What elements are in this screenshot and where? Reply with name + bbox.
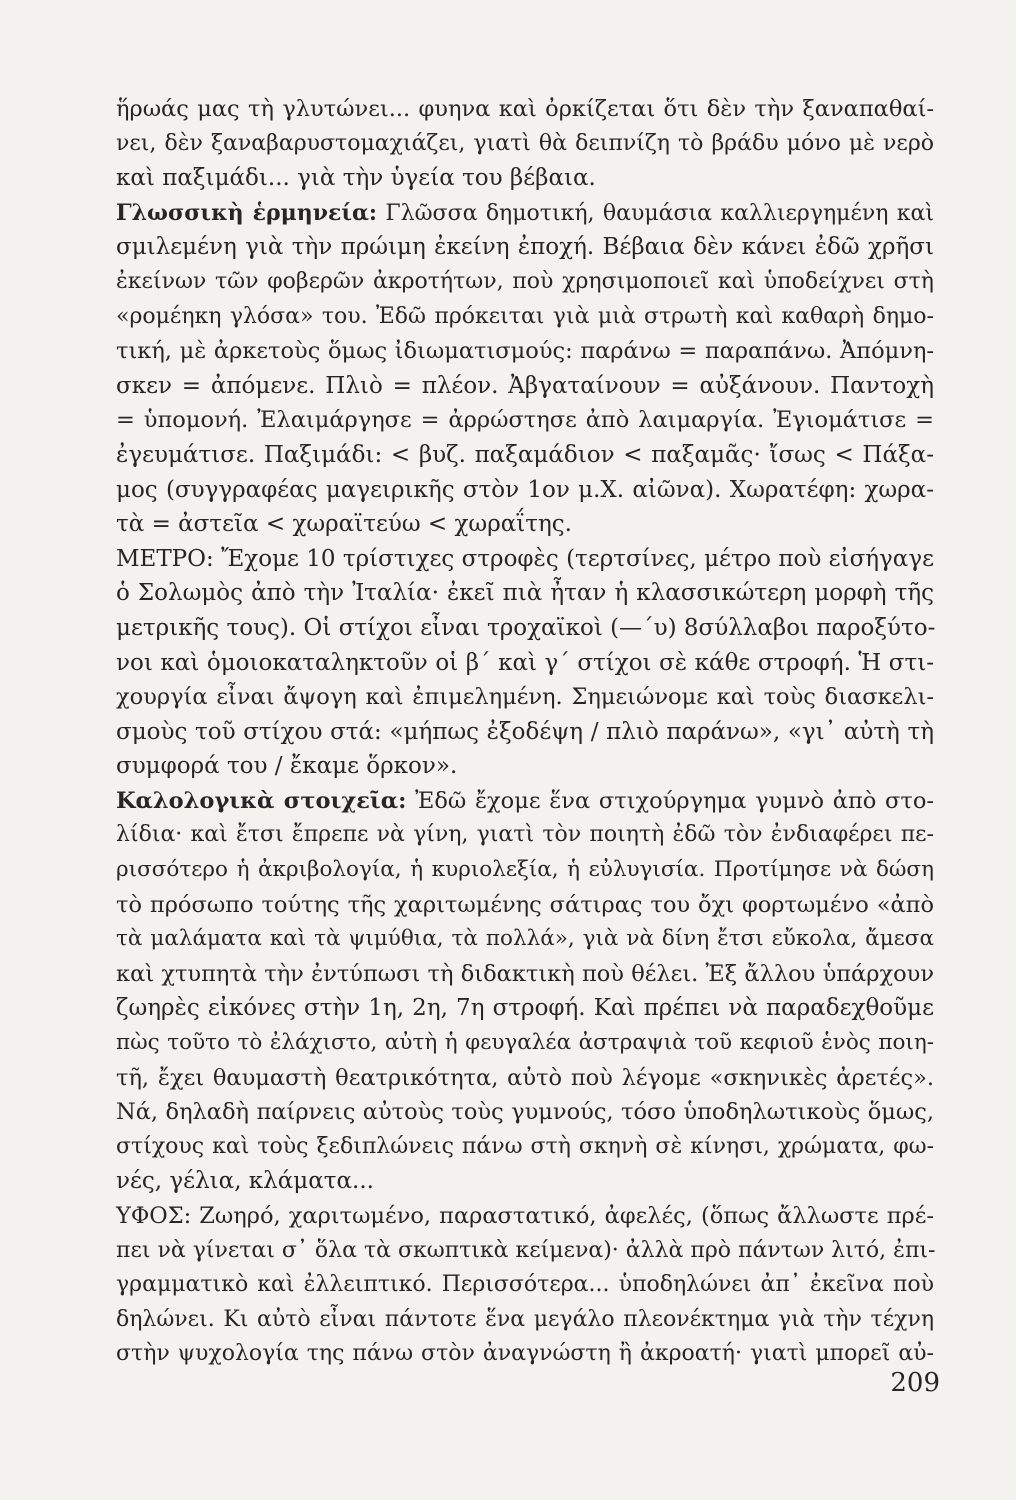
line-text: ρισσότερο ἡ ἀκριβολογία, ἡ κυριολεξία, ἡ εὐλυγισία. Προτίμησε νὰ δώση <box>116 857 934 883</box>
text-line <box>116 646 934 681</box>
text-line <box>116 611 934 646</box>
text-line <box>116 369 934 404</box>
text-line <box>116 542 934 577</box>
text-line <box>116 127 934 162</box>
text-line <box>116 784 934 819</box>
line-text: ζωηρὲς εἰκόνες στὴν 1η, 2η, 7η στροφή. Καὶ πρέπει νὰ παραδεχθοῦμε <box>116 995 934 1022</box>
page-number: 209 <box>890 1368 940 1398</box>
line-text: πὼς τοῦτο τὸ ἐλάχιστο, αὐτὴ ἡ φευγαλέα ἀστραψιὰ τοῦ κεφιοῦ ἑνὸς ποιη- <box>116 1030 934 1056</box>
text-line <box>116 888 934 923</box>
text-line <box>116 1268 934 1303</box>
text-line <box>116 680 934 715</box>
text-line <box>116 1026 934 1061</box>
text-line <box>116 818 934 853</box>
text-line <box>116 92 934 127</box>
text-line <box>116 403 934 438</box>
line-text: ΥΦΟΣ: Ζωηρό, χαριτωμένο, παραστατικό, ἀφελές, (ὅπως ἄλλωστε πρέ- <box>116 1203 934 1229</box>
text-line <box>116 1095 934 1130</box>
line-text: «ρομέηκη γλόσα» του. Ἐδῶ πρόκειται γιὰ μιὰ στρωτὴ καὶ καθαρὴ δημο- <box>116 303 934 329</box>
text-line <box>116 196 934 231</box>
text-line <box>116 715 934 750</box>
line-text: νοι καὶ ὁμοιοκαταληκτοῦν οἱ β΄ καὶ γ΄ στίχοι σὲ κάθε στροφή. Ἡ στι- <box>116 649 934 676</box>
line-text: καὶ παξιμάδι... γιὰ τὴν ὑγεία του βέβαια. <box>116 165 596 192</box>
line-text: τῆ, ἔχει θαυμαστὴ θεατρικότητα, αὐτὸ ποὺ λέγομε «σκηνικὲς ἀρετές». <box>116 1064 934 1091</box>
text-line <box>116 1199 934 1234</box>
body-text <box>116 92 934 1372</box>
line-text: τὸ πρόσωπο τούτης τῆς χαριτωμένης σάτιρας του ὄχι φορτωμένο «ἀπὸ <box>116 891 934 918</box>
text-line <box>116 749 934 784</box>
text-line <box>116 438 934 473</box>
text-line <box>116 473 934 508</box>
line-text: δηλώνει. Κι αὐτὸ εἶναι πάντοτε ἕνα μεγάλο πλεονέκτημα γιὰ τὴν τέχνη <box>116 1306 934 1332</box>
text-line <box>116 161 934 196</box>
line-text: μος (συγγραφέας μαγειρικῆς στὸν 1ον μ.Χ. αἰῶνα). Χωρατέφη: χωρα- <box>116 476 934 503</box>
text-line <box>116 576 934 611</box>
text-line <box>116 991 934 1026</box>
line-text: ἥρωάς μας τὴ γλυτώνει... φυηνα καὶ ὀρκίζεται ὅτι δὲν τὴν ξαναπαθαί- <box>116 96 934 122</box>
text-line <box>116 265 934 300</box>
line-text: πει νὰ γίνεται σ᾽ ὅλα τὰ σκωπτικὰ κείμενα)· ἀλλὰ πρὸ πάντων λιτό, ἐπι- <box>116 1237 936 1263</box>
text-line <box>116 853 934 888</box>
section-heading: Καλολογικὰ στοιχεῖα: <box>116 787 407 814</box>
line-text: τὰ = ἀστεῖα < χωραϊτεύω < χωραΐτης. <box>116 511 572 538</box>
text-line <box>116 1337 934 1372</box>
text-line <box>116 1061 934 1096</box>
line-text: ἐκείνων τῶν φοβερῶν ἀκροτήτων, ποὺ χρησιμοποιεῖ καὶ ὑποδείχνει στὴ <box>116 268 934 294</box>
text-line <box>116 922 934 957</box>
line-text: χουργία εἶναι ἄψογη καὶ ἐπιμελημένη. Σημειώνομε καὶ τοὺς διασκελι- <box>116 684 934 711</box>
line-text: στὴν ψυχολογία της πάνω στὸν ἀναγνώστη ἢ ἀκροατή· γιατὶ μπορεῖ αὐ- <box>116 1341 934 1367</box>
text-line <box>116 1130 934 1165</box>
line-text: στίχους καὶ τοὺς ξεδιπλώνεις πάνω στὴ σκηνὴ σὲ κίνησι, χρώματα, φω- <box>116 1133 934 1159</box>
line-text: καὶ χτυπητὰ τὴν ἐντύπωσι τὴ διδακτικὴ ποὺ θέλει. Ἐξ ἄλλου ὑπάρχουν <box>116 960 934 987</box>
section-heading: Γλωσσικὴ ἑρμηνεία: <box>116 199 378 226</box>
text-line <box>116 230 934 265</box>
line-text: Νά, δηλαδὴ παίρνεις αὐτοὺς τοὺς γυμνούς, τόσο ὑποδηλωτικοὺς ὅμως, <box>116 1099 934 1126</box>
line-text: ὁ Σολωμὸς ἀπὸ τὴν Ἰταλία· ἐκεῖ πιὰ ἦταν ἡ κλασσικώτερη μορφὴ τῆς <box>116 580 934 607</box>
line-text: ΜΕΤΡΟ: Ἔχομε 10 τρίστιχες στροφὲς (τερτσίνες, μέτρο ποὺ εἰσήγαγε <box>116 545 934 572</box>
text-line <box>116 1303 934 1338</box>
text-line <box>116 957 934 992</box>
text-line <box>116 1234 934 1269</box>
line-text: τὰ μαλάματα καὶ τὰ ψιμύθια, τὰ πολλά», γιὰ νὰ δίνη ἔτσι εὔκολα, ἄμεσα <box>116 926 934 952</box>
line-text: γραμματικὸ καὶ ἐλλειπτικό. Περισσότερα... ὑποδηλώνει ἀπ᾽ ἐκεῖνα ποὺ <box>116 1272 934 1298</box>
line-text: σμιλεμένη γιὰ τὴν πρώιμη ἐκείνη ἐποχή. Βέβαια δὲν κάνει ἐδῶ χρῆσι <box>116 234 934 261</box>
text-line <box>116 334 934 369</box>
line-text: Γλῶσσα δημοτική, θαυμάσια καλλιεργημένη καὶ <box>377 200 934 226</box>
line-text: σκεν = ἀπόμενε. Πλιὸ = πλέον. Ἀβγαταίνουν = αὐξάνουν. Παντοχὴ <box>116 372 934 399</box>
line-text: σμοὺς τοῦ στίχου στά: «μήπως ἐξοδέψη / πλιὸ παράνω», «γι᾽ αὐτὴ τὴ <box>116 718 934 745</box>
line-text: λίδια· καὶ ἔτσι ἔπρεπε νὰ γίνη, γιατὶ τὸν ποιητὴ ἐδῶ τὸν ἐνδιαφέρει πε- <box>116 822 934 848</box>
text-line <box>116 300 934 335</box>
text-line <box>116 507 934 542</box>
line-text: ἐγευμάτισε. Παξιμάδι: < βυζ. παξαμάδιον < παξαμᾶς· ἴσως < Πάξα- <box>116 441 934 468</box>
line-text: Ἐδῶ ἔχομε ἕνα στιχούργημα γυμνὸ ἀπὸ στο- <box>406 787 934 814</box>
text-line <box>116 1164 934 1199</box>
line-text: συμφορά του / ἔκαμε ὅρκον». <box>116 753 458 780</box>
line-text: νει, δὲν ξαναβαρυστομαχιάζει, γιατὶ θὰ δειπνίζη τὸ βράδυ μόνο μὲ νερὸ <box>116 130 934 156</box>
line-text: = ὑπομονή. Ἐλαιμάργησε = ἀρρώστησε ἀπὸ λαιμαργία. Ἐγιομάτισε = <box>116 407 934 434</box>
line-text: τική, μὲ ἀρκετοὺς ὅμως ἰδιωματισμούς: παράνω = παραπάνω. Ἀπόμνη- <box>116 338 934 365</box>
line-text: νές, γέλια, κλάματα... <box>116 1168 374 1195</box>
line-text: μετρικῆς τους). Οἱ στίχοι εἶναι τροχαϊκοὶ (—΄υ) 8σύλλαβοι παροξύτο- <box>116 614 936 641</box>
